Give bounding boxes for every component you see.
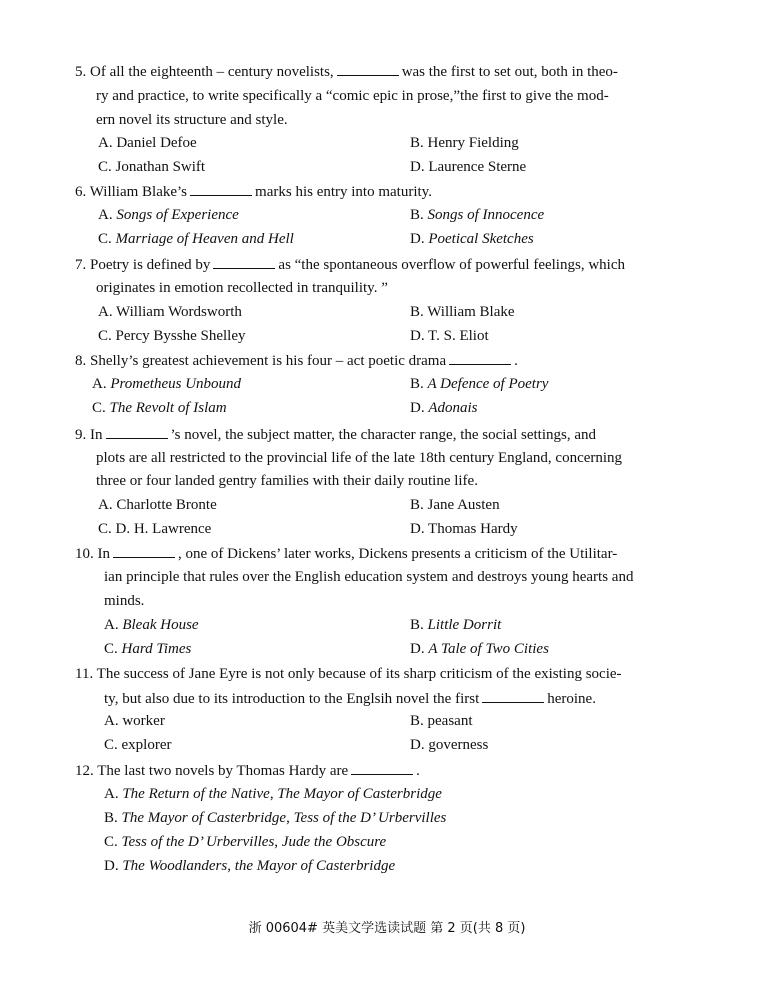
question-5-stem: 5. Of all the eighteenth – century novelists, was the first to set out, both in theo- — [75, 61, 618, 82]
option-b: B. Jane Austen — [410, 497, 500, 513]
answer-blank — [106, 424, 168, 439]
question-10-stem: 10. In , one of Dickens’ later works, Dickens presents a criticism of the Utilitar- — [75, 543, 617, 564]
answer-blank — [482, 688, 544, 703]
question-9-line-2: plots are all restricted to the provincial life of the late 18th century England, concerning — [96, 450, 623, 466]
question-8-stem: 8. Shelly’s greatest achievement is his four – act poetic drama . — [75, 350, 518, 371]
option-a: A. William Wordsworth — [98, 304, 242, 320]
question-12-stem: 12. The last two novels by Thomas Hardy are . — [75, 760, 420, 781]
option-d: D. governess — [410, 737, 489, 753]
option-c: C. explorer — [104, 737, 172, 753]
option-c: C. Hard Times — [104, 641, 192, 657]
option-d: D. T. S. Eliot — [410, 328, 489, 344]
question-7-line-2: originates in emotion recollected in tranquility. ” — [96, 280, 388, 296]
option-d: D. The Woodlanders, the Mayor of Casterbridge — [104, 858, 396, 874]
option-a: A. Bleak House — [104, 617, 199, 633]
option-c: C. Percy Bysshe Shelley — [98, 328, 246, 344]
option-d: D. Thomas Hardy — [410, 521, 518, 537]
answer-blank — [213, 254, 275, 269]
option-c: C. Jonathan Swift — [98, 159, 206, 175]
option-a: A. Prometheus Unbound — [92, 376, 242, 392]
option-b: B. A Defence of Poetry — [410, 376, 549, 392]
option-a: A. Charlotte Bronte — [98, 497, 217, 513]
option-b: B. William Blake — [410, 304, 515, 320]
option-b: B. Henry Fielding — [410, 135, 519, 151]
option-c: C. Marriage of Heaven and Hell — [98, 231, 294, 247]
answer-blank — [113, 543, 175, 558]
option-c: C. Tess of the D’ Urbervilles, Jude the Obscure — [104, 834, 387, 850]
question-5-line-2: ry and practice, to write specifically a “comic epic in prose,”the first to give the mod- — [96, 88, 609, 104]
question-6-stem: 6. William Blake’s marks his entry into maturity. — [75, 181, 432, 202]
question-5-line-3: ern novel its structure and style. — [96, 112, 288, 128]
option-d: D. Adonais — [410, 400, 478, 416]
option-c: C. The Revolt of Islam — [92, 400, 227, 416]
question-7-stem: 7. Poetry is defined by as “the spontaneous overflow of powerful feelings, which — [75, 254, 625, 275]
question-11-stem: 11. The success of Jane Eyre is not only because of its sharp criticism of the existing socie- — [75, 666, 622, 682]
answer-blank — [351, 760, 413, 775]
option-a: A. Daniel Defoe — [98, 135, 197, 151]
option-c: C. D. H. Lawrence — [98, 521, 212, 537]
answer-blank — [449, 350, 511, 365]
answer-blank — [190, 181, 252, 196]
option-a: A. Songs of Experience — [98, 207, 239, 223]
option-b: B. Little Dorrit — [410, 617, 502, 633]
question-10-line-2: ian principle that rules over the English education system and destroys young hearts and — [104, 569, 634, 585]
option-b: B. Songs of Innocence — [410, 207, 545, 223]
option-a: A. worker — [104, 713, 165, 729]
question-9-line-3: three or four landed gentry families with their daily routine life. — [96, 473, 478, 489]
option-b: B. The Mayor of Casterbridge, Tess of the D’ Urbervilles — [104, 810, 447, 826]
option-d: D. Poetical Sketches — [410, 231, 534, 247]
page-footer: 浙 00604# 英美文学选读试题 第 2 页(共 8 页) — [248, 921, 526, 936]
question-9-stem: 9. In ’s novel, the subject matter, the character range, the social settings, and — [75, 424, 596, 445]
answer-blank — [337, 61, 399, 76]
option-d: D. Laurence Sterne — [410, 159, 527, 175]
question-10-line-3: minds. — [104, 593, 145, 609]
option-b: B. peasant — [410, 713, 473, 729]
option-d: D. A Tale of Two Cities — [410, 641, 549, 657]
option-a: A. The Return of the Native, The Mayor of Casterbridge — [104, 786, 442, 802]
question-11-line-2: ty, but also due to its introduction to the Englsih novel the first heroine. — [104, 688, 596, 709]
